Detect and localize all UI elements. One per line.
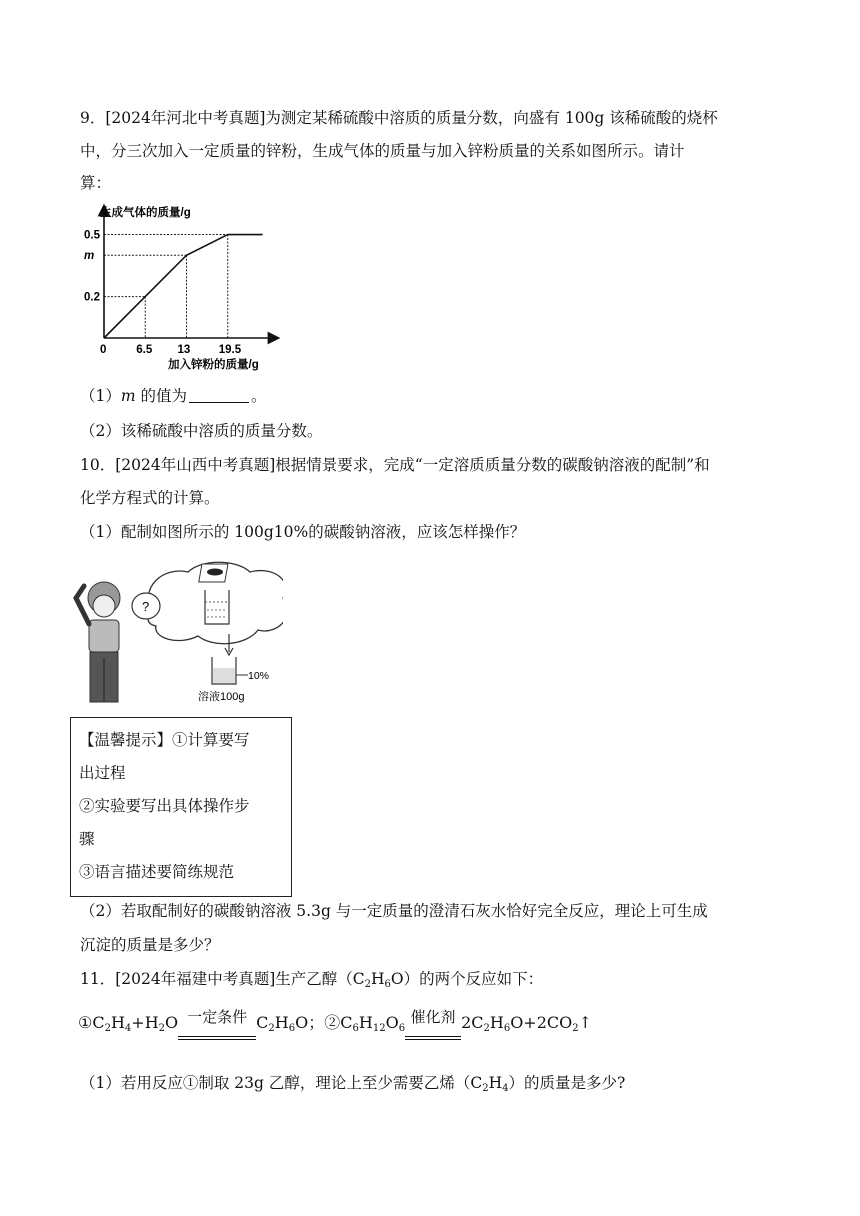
q10-sub2-line-1: （2）若取配制好的碳酸钠溶液 5.3g 与一定质量的澄清石灰水恰好完全反应，理论上可生成 [80,902,708,920]
y-axis-label: 生成气体的质量/g [100,207,191,219]
q9-line-1: 9．[2024年河北中考真题]为测定某稀硫酸中溶质的质量分数，向盛有 100g 该稀硫酸的烧杯 [80,109,718,127]
x-tick-label: 19.5 [218,344,242,356]
q10-line-2: 化学方程式的计算。 [80,489,220,507]
tip-line: 【温馨提示】①计算要写 [79,731,250,749]
q11-sub1: （1）若用反应①制取 23g 乙醇，理论上至少需要乙烯$(C_2H_4)$的质量是多少? [80,1074,626,1094]
percent-label: 10% [248,670,270,682]
q9-sub1: （1）m 的值为 。 [80,387,267,405]
q10-line-1: 10．[2024年山西中考真题]根据情景要求，完成“一定溶质质量分数的碳酸钠溶液的配制”和 [80,456,710,474]
tip-line: ②实验要写出具体操作步 [79,797,250,815]
solution-caption: 溶液100g [198,691,245,703]
tip-line: 骤 [79,830,95,848]
solution-prep-illustration [68,558,283,708]
q10-sub2-line-2: 沉淀的质量是多少？ [80,936,220,954]
catalyst-arrow: 催化剂 [405,1028,461,1040]
condition-arrow: 一定条件 [178,1028,256,1040]
x-tick-label: 13 [177,344,191,356]
thinking-boy-figure [76,582,120,702]
x-tick-label: 6.5 [136,344,153,356]
question-mark: ? [142,599,150,614]
q9-line-3: 算： [80,174,112,192]
q10-sub1: （1）配制如图所示的 100g10%的碳酸钠溶液，应该怎样操作？ [80,523,526,541]
tip-line: 出过程 [79,764,126,782]
q11-line-1: 11．[2024年福建中考真题]生产乙醇$(C_2H_6O)$的两个反应如下： [80,970,544,990]
x-tick-label: 0 [100,344,107,356]
y-tick-label: 0.2 [84,291,100,304]
answer-blank[interactable] [189,388,249,403]
q9-sub2: （2）该稀硫酸中溶质的质量分数。 [80,422,323,440]
tips-box [70,717,292,897]
reaction-equations: $①C_2H_4+H_2O$ 一定条件 $C_2H_6O$；$②C_6H_{12}O_6$ 催化剂 $2C_2H_6O+2CO_2↑$ [78,1012,592,1040]
y-tick-label: 0.5 [84,229,100,242]
gas-vs-zinc-chart [82,200,302,375]
series-line [104,235,263,338]
q9-line-2: 中，分三次加入一定质量的锌粉，生成气体的质量与加入锌粉质量的关系如图所示。请计 [80,142,685,160]
tip-line: ③语言描述要简练规范 [79,863,235,881]
powder-icon [207,569,223,576]
y-tick-label: m [84,250,95,263]
x-axis-label: 加入锌粉的质量/g [168,359,259,371]
